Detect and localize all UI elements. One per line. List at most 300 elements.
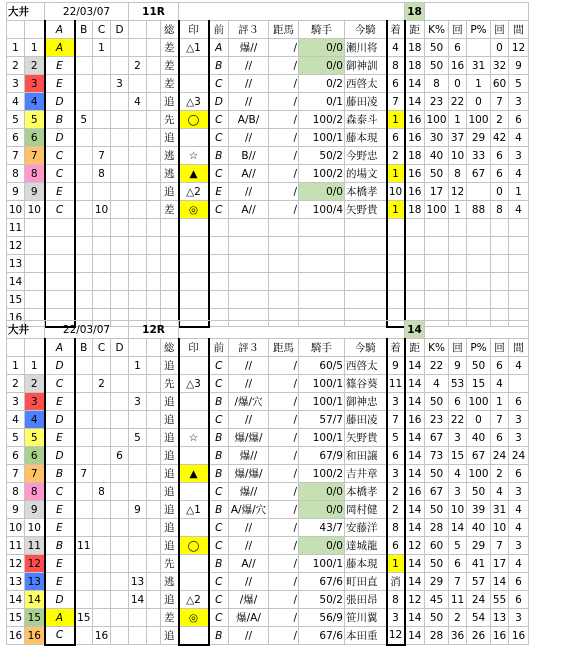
table-cell xyxy=(179,447,209,465)
table-cell xyxy=(161,219,179,237)
table-cell: 37 xyxy=(449,129,467,147)
table-cell xyxy=(467,237,491,255)
arrow-cell xyxy=(147,429,161,447)
table-cell xyxy=(111,183,129,201)
table-cell: / xyxy=(269,375,299,393)
table-cell: 12 xyxy=(449,183,467,201)
table-cell: / xyxy=(269,75,299,93)
table-cell: / xyxy=(269,39,299,57)
table-cell: /爆/穴 xyxy=(229,393,269,411)
table-cell: 的場文 xyxy=(345,165,387,183)
table-cell: C xyxy=(209,411,229,429)
table-row[interactable] xyxy=(7,555,529,573)
table-cell: 50/2 xyxy=(299,591,345,609)
table-cell xyxy=(111,555,129,573)
race-table-12r xyxy=(6,320,529,646)
table-cell: 18 xyxy=(405,201,425,219)
table-cell: 追 xyxy=(161,93,179,111)
table-cell xyxy=(75,273,93,291)
table-cell: 1 xyxy=(467,75,491,93)
table-cell: / xyxy=(269,501,299,519)
table-cell: 逃 xyxy=(161,573,179,591)
table-cell: 2 xyxy=(25,57,45,75)
table-cell: 7 xyxy=(75,465,93,483)
table-row[interactable] xyxy=(7,93,529,111)
table-cell: // xyxy=(229,573,269,591)
table-cell: 本橋孝 xyxy=(345,183,387,201)
arrow-cell xyxy=(147,219,161,237)
table-cell: 16 xyxy=(405,111,425,129)
arrow-cell xyxy=(147,573,161,591)
table-cell: 追 xyxy=(161,627,179,645)
table-cell: // xyxy=(229,183,269,201)
table-cell: 16 xyxy=(491,627,509,645)
table-cell: 追 xyxy=(161,429,179,447)
arrow-cell xyxy=(147,165,161,183)
table-cell: 100 xyxy=(425,201,449,219)
table-cell: 5 xyxy=(387,429,405,447)
table-cell xyxy=(129,537,147,555)
table-cell xyxy=(75,219,93,237)
table-cell: 50 xyxy=(425,57,449,75)
table-cell: 藤本現 xyxy=(345,129,387,147)
table-cell xyxy=(111,147,129,165)
table-cell: 6 xyxy=(509,465,529,483)
table-cell: 88 xyxy=(467,201,491,219)
table-cell: B xyxy=(209,627,229,645)
table-row[interactable] xyxy=(7,147,529,165)
column-header: K% xyxy=(425,21,449,39)
table-cell xyxy=(509,375,529,393)
table-cell xyxy=(179,411,209,429)
table-cell: 爆// xyxy=(229,447,269,465)
table-cell xyxy=(75,501,93,519)
table-cell: ☆ xyxy=(179,429,209,447)
table-cell: 0/2 xyxy=(299,75,345,93)
table-cell xyxy=(129,237,147,255)
table-cell: E xyxy=(45,429,75,447)
table-cell xyxy=(179,219,209,237)
table-cell: / xyxy=(269,111,299,129)
table-cell: 8 xyxy=(93,165,111,183)
table-cell xyxy=(93,411,111,429)
column-header xyxy=(25,339,45,357)
table-cell xyxy=(111,255,129,273)
table-row[interactable] xyxy=(7,75,529,93)
table-cell: 3 xyxy=(25,75,45,93)
table-row[interactable] xyxy=(7,447,529,465)
table-cell xyxy=(179,273,209,291)
table-cell: 爆// xyxy=(229,483,269,501)
table-cell: 追 xyxy=(161,591,179,609)
table-cell: 31 xyxy=(467,57,491,75)
table-row[interactable] xyxy=(7,255,529,273)
column-header: 評３ xyxy=(229,21,269,39)
table-cell: △1 xyxy=(179,501,209,519)
table-cell: △2 xyxy=(179,183,209,201)
table-cell xyxy=(269,255,299,273)
table-cell xyxy=(467,273,491,291)
table-cell xyxy=(45,273,75,291)
table-cell: 6 xyxy=(25,447,45,465)
table-cell: 2 xyxy=(93,375,111,393)
column-header: 距馬 xyxy=(269,21,299,39)
table-cell xyxy=(345,273,387,291)
table-cell: 13 xyxy=(25,573,45,591)
table-cell: A// xyxy=(229,555,269,573)
table-cell: 100/1 xyxy=(299,393,345,411)
header-arrow xyxy=(147,21,161,39)
table-row[interactable] xyxy=(7,57,529,75)
table-cell: 追 xyxy=(161,465,179,483)
table-cell xyxy=(111,393,129,411)
arrow-cell xyxy=(147,75,161,93)
table-cell: 8 xyxy=(25,483,45,501)
table-cell: B// xyxy=(229,147,269,165)
table-row[interactable] xyxy=(7,357,529,375)
table-row[interactable] xyxy=(7,183,529,201)
table-row[interactable] xyxy=(7,165,529,183)
table-cell: 西啓太 xyxy=(345,357,387,375)
table-cell: 6 xyxy=(491,165,509,183)
table-cell: 67/6 xyxy=(299,627,345,645)
table-cell xyxy=(111,39,129,57)
table-cell: 7 xyxy=(387,411,405,429)
table-cell: 1 xyxy=(387,111,405,129)
table-cell: 差 xyxy=(161,57,179,75)
table-row[interactable] xyxy=(7,483,529,501)
table-cell: ▲ xyxy=(179,165,209,183)
table-cell: C xyxy=(209,111,229,129)
table-cell xyxy=(179,75,209,93)
table-cell xyxy=(129,183,147,201)
table-cell: 12 xyxy=(405,591,425,609)
arrow-cell xyxy=(147,483,161,501)
table-cell: 23 xyxy=(425,411,449,429)
table-cell xyxy=(75,291,93,309)
table-cell: 16 xyxy=(405,183,425,201)
table-row[interactable] xyxy=(7,39,529,57)
table-cell: 爆/爆/ xyxy=(229,465,269,483)
table-cell: 5 xyxy=(7,429,25,447)
table-cell xyxy=(491,219,509,237)
table-cell: 10 xyxy=(387,183,405,201)
table-row[interactable] xyxy=(7,237,529,255)
arrow-cell xyxy=(147,183,161,201)
table-cell: 0/0 xyxy=(299,537,345,555)
table-cell: B xyxy=(209,57,229,75)
table-cell: / xyxy=(269,357,299,375)
table-row[interactable] xyxy=(7,375,529,393)
table-row[interactable] xyxy=(7,537,529,555)
table-cell xyxy=(129,273,147,291)
table-cell: 16 xyxy=(7,309,25,327)
column-header: 回 xyxy=(449,21,467,39)
table-cell: 6 xyxy=(387,537,405,555)
table-row[interactable] xyxy=(7,219,529,237)
arrow-cell xyxy=(147,591,161,609)
table-cell: 1 xyxy=(25,39,45,57)
table-cell: 爆// xyxy=(229,39,269,57)
table-cell: 10 xyxy=(449,501,467,519)
table-cell: / xyxy=(269,183,299,201)
table-row[interactable] xyxy=(7,273,529,291)
table-cell: E xyxy=(45,75,75,93)
arrow-cell xyxy=(147,411,161,429)
table-cell: 39 xyxy=(467,501,491,519)
table-cell: 0 xyxy=(467,93,491,111)
table-cell: 9 xyxy=(129,501,147,519)
table-cell: 1 xyxy=(387,165,405,183)
table-cell: // xyxy=(229,411,269,429)
table-cell: 1 xyxy=(491,393,509,411)
table-cell: 36 xyxy=(449,627,467,645)
table-cell: B xyxy=(209,447,229,465)
table-cell: 18 xyxy=(405,57,425,75)
table-cell xyxy=(93,555,111,573)
table-cell: A// xyxy=(229,201,269,219)
table-cell xyxy=(111,357,129,375)
table-cell: 16 xyxy=(93,627,111,645)
table-row[interactable] xyxy=(7,609,529,627)
arrow-cell xyxy=(147,93,161,111)
table-cell: 14 xyxy=(405,501,425,519)
table-cell: / xyxy=(269,465,299,483)
table-cell: B xyxy=(209,465,229,483)
venue-label: 大井 xyxy=(7,3,45,21)
table-cell: 追 xyxy=(161,537,179,555)
table-row[interactable] xyxy=(7,291,529,309)
table-cell: 藤田凌 xyxy=(345,411,387,429)
table-row[interactable] xyxy=(7,519,529,537)
table-cell: 0 xyxy=(491,183,509,201)
table-cell: 3 xyxy=(509,411,529,429)
column-header: 今騎 xyxy=(345,339,387,357)
arrow-cell xyxy=(147,501,161,519)
table-cell: 5 xyxy=(449,537,467,555)
table-cell: 8 xyxy=(7,483,25,501)
table-cell: 1 xyxy=(7,39,25,57)
table-cell: 10 xyxy=(93,201,111,219)
table-cell: / xyxy=(269,57,299,75)
table-cell: 4 xyxy=(509,129,529,147)
table-cell: 16 xyxy=(509,627,529,645)
table-cell xyxy=(345,291,387,309)
table-cell: 14 xyxy=(405,393,425,411)
table-cell: 8 xyxy=(25,165,45,183)
table-row[interactable] xyxy=(7,465,529,483)
table-cell: 吉井章 xyxy=(345,465,387,483)
table-cell: / xyxy=(269,93,299,111)
table-cell: 60 xyxy=(425,537,449,555)
table-cell xyxy=(75,93,93,111)
table-cell: 31 xyxy=(491,501,509,519)
table-cell: 29 xyxy=(467,129,491,147)
table-cell: 100 xyxy=(467,111,491,129)
table-cell xyxy=(93,129,111,147)
table-cell: 54 xyxy=(467,609,491,627)
table-cell xyxy=(75,129,93,147)
table-cell xyxy=(93,111,111,129)
table-cell xyxy=(467,255,491,273)
table-cell: 2 xyxy=(491,111,509,129)
table-cell: 4 xyxy=(509,501,529,519)
table-cell: 11 xyxy=(25,537,45,555)
table-cell: 50 xyxy=(425,393,449,411)
table-cell: 50 xyxy=(425,465,449,483)
table-cell: 14 xyxy=(7,273,25,291)
table-cell: 6 xyxy=(509,573,529,591)
table-cell: 6 xyxy=(509,111,529,129)
table-row[interactable] xyxy=(7,627,529,645)
table-cell xyxy=(425,273,449,291)
table-cell: 2 xyxy=(7,57,25,75)
table-cell: 3 xyxy=(509,93,529,111)
table-row[interactable] xyxy=(7,411,529,429)
arrow-cell xyxy=(147,555,161,573)
table-cell: 16 xyxy=(405,165,425,183)
table-cell: 10 xyxy=(491,519,509,537)
table-row[interactable] xyxy=(7,591,529,609)
table-cell: A// xyxy=(229,165,269,183)
table-cell: 14 xyxy=(7,591,25,609)
table-cell: 14 xyxy=(405,375,425,393)
table-cell: 15 xyxy=(75,609,93,627)
table-cell: 消 xyxy=(387,573,405,591)
table-cell: C xyxy=(209,375,229,393)
table-cell xyxy=(161,255,179,273)
table-cell xyxy=(129,609,147,627)
table-cell: 100 xyxy=(467,465,491,483)
table-cell: 0/1 xyxy=(299,93,345,111)
table-cell: 45 xyxy=(425,591,449,609)
table-cell: / xyxy=(269,165,299,183)
table-cell xyxy=(111,219,129,237)
table-row[interactable] xyxy=(7,429,529,447)
table-cell: 56/9 xyxy=(299,609,345,627)
table-cell: 1 xyxy=(387,555,405,573)
table-cell: D xyxy=(45,591,75,609)
column-header: 着 xyxy=(387,21,405,39)
table-cell: 29 xyxy=(425,573,449,591)
table-cell: 100/2 xyxy=(299,111,345,129)
table-cell: 9 xyxy=(7,183,25,201)
table-cell xyxy=(129,255,147,273)
table-cell xyxy=(299,291,345,309)
table-cell xyxy=(129,483,147,501)
table-cell: 6 xyxy=(25,129,45,147)
table-cell: C xyxy=(45,627,75,645)
table-cell: 5 xyxy=(25,111,45,129)
arrow-cell xyxy=(147,111,161,129)
table-cell: C xyxy=(209,201,229,219)
table-cell xyxy=(111,483,129,501)
race-block-11r xyxy=(6,2,529,328)
table-cell xyxy=(129,201,147,219)
arrow-cell xyxy=(147,537,161,555)
table-cell xyxy=(129,39,147,57)
table-cell: / xyxy=(269,591,299,609)
table-cell: 12 xyxy=(405,537,425,555)
table-cell: 42 xyxy=(491,129,509,147)
table-cell: B xyxy=(209,393,229,411)
table-cell: 5 xyxy=(25,429,45,447)
table-cell xyxy=(129,411,147,429)
table-cell: 3 xyxy=(509,147,529,165)
table-row[interactable] xyxy=(7,573,529,591)
table-row[interactable] xyxy=(7,201,529,219)
table-cell xyxy=(75,591,93,609)
table-cell xyxy=(509,273,529,291)
table-cell: 6 xyxy=(449,555,467,573)
table-cell: 4 xyxy=(7,411,25,429)
table-row[interactable] xyxy=(7,393,529,411)
table-row[interactable] xyxy=(7,129,529,147)
table-cell: 29 xyxy=(467,537,491,555)
column-header: 今騎 xyxy=(345,21,387,39)
table-cell: 1 xyxy=(129,357,147,375)
table-cell xyxy=(129,291,147,309)
table-cell: 6 xyxy=(509,393,529,411)
table-cell: 41 xyxy=(467,555,491,573)
table-cell xyxy=(179,555,209,573)
table-cell xyxy=(75,357,93,375)
table-cell: 6 xyxy=(387,75,405,93)
table-cell: 4 xyxy=(509,519,529,537)
table-cell: C xyxy=(45,483,75,501)
table-cell: 17 xyxy=(491,555,509,573)
table-cell xyxy=(111,501,129,519)
race-block-12r xyxy=(6,320,529,646)
table-cell: 11 xyxy=(7,219,25,237)
table-cell xyxy=(345,237,387,255)
column-header: 間 xyxy=(509,339,529,357)
table-cell xyxy=(405,237,425,255)
table-row[interactable] xyxy=(7,501,529,519)
table-cell: 4 xyxy=(509,165,529,183)
table-cell: 16 xyxy=(405,129,425,147)
table-cell: 6 xyxy=(449,39,467,57)
table-row[interactable] xyxy=(7,111,529,129)
table-cell: 1 xyxy=(449,201,467,219)
table-cell: 4 xyxy=(509,201,529,219)
table-cell: 50 xyxy=(425,165,449,183)
table-cell: 50 xyxy=(425,609,449,627)
table-cell: B xyxy=(209,501,229,519)
table-cell: 4 xyxy=(25,411,45,429)
table-cell: 0 xyxy=(449,75,467,93)
table-cell xyxy=(179,393,209,411)
table-cell: 2 xyxy=(449,609,467,627)
table-cell: 差 xyxy=(161,39,179,57)
table-cell xyxy=(467,291,491,309)
table-cell: 100/1 xyxy=(299,555,345,573)
table-cell: 笹川翼 xyxy=(345,609,387,627)
table-cell: 0 xyxy=(467,411,491,429)
table-cell: A xyxy=(45,609,75,627)
table-cell: 追 xyxy=(161,183,179,201)
table-cell xyxy=(179,255,209,273)
table-cell: 追 xyxy=(161,447,179,465)
table-cell: 7 xyxy=(491,411,509,429)
table-cell xyxy=(129,129,147,147)
table-cell xyxy=(509,291,529,309)
table-cell: 3 xyxy=(129,393,147,411)
table-cell: / xyxy=(269,201,299,219)
table-cell xyxy=(179,483,209,501)
table-cell xyxy=(75,483,93,501)
table-cell: 8 xyxy=(491,201,509,219)
